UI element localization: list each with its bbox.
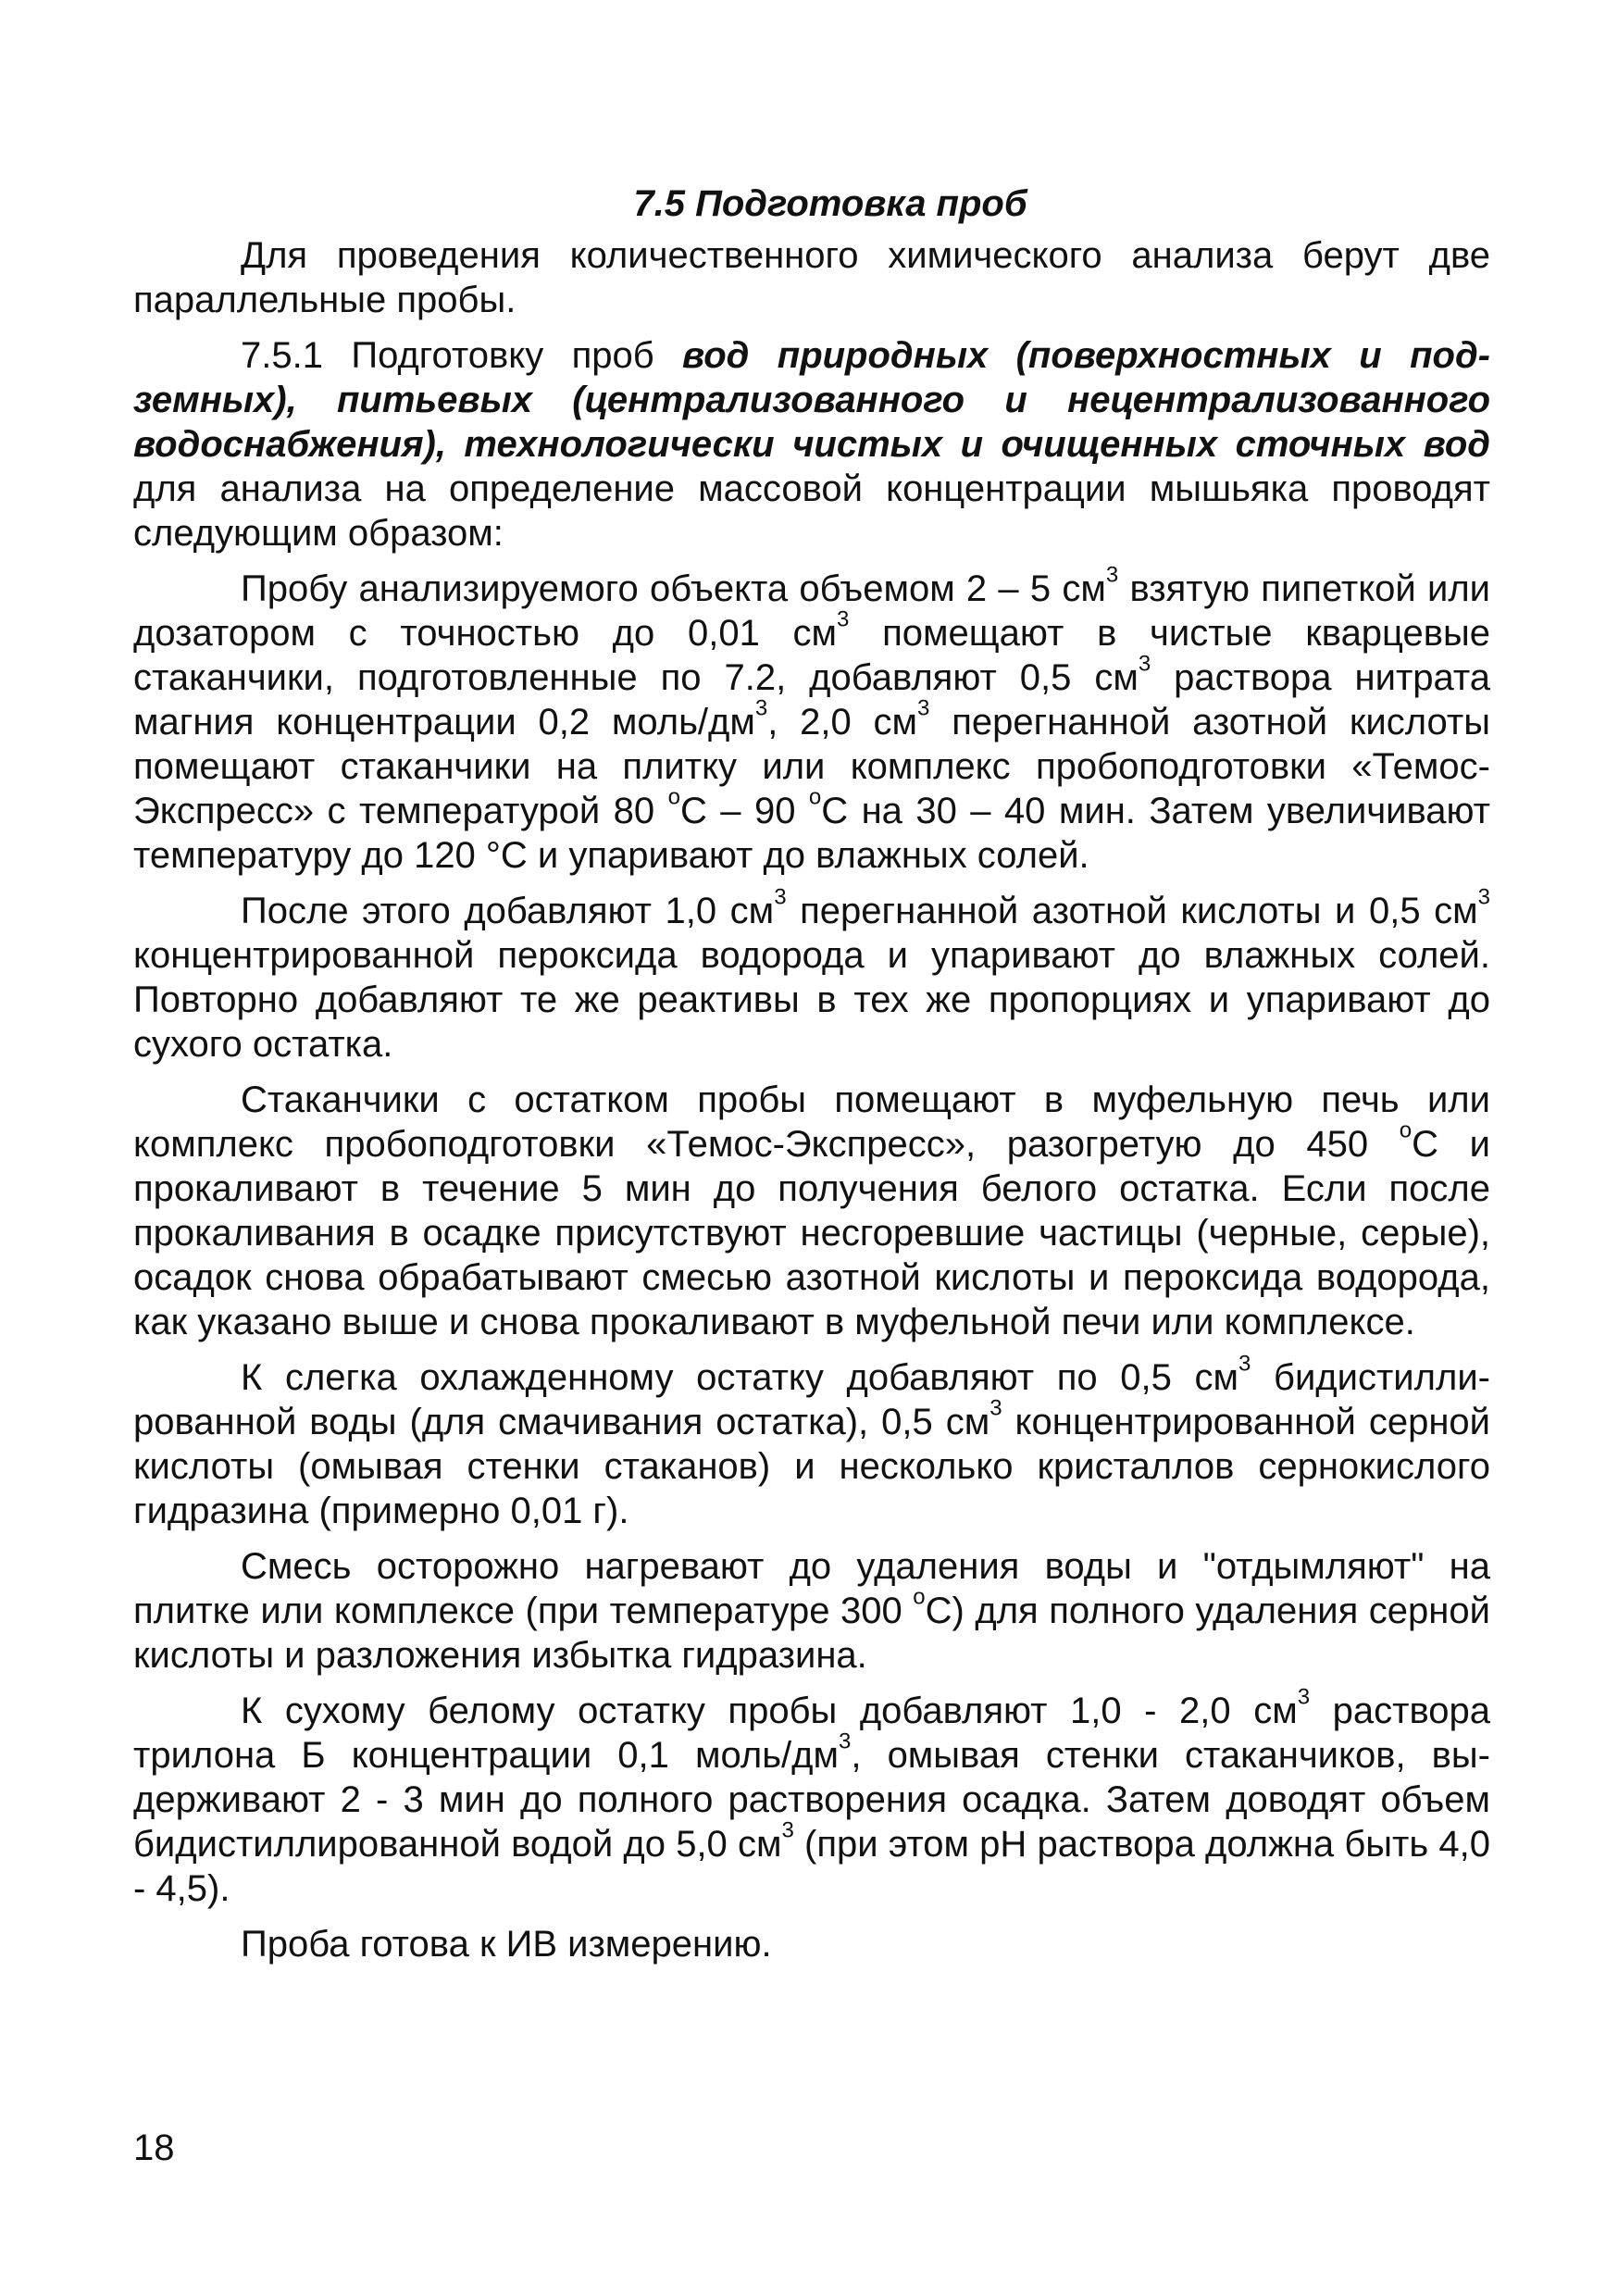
section-title: 7.5 Подготовка проб xyxy=(633,183,1027,224)
text-segment: Смесь осторожно нагревают до удаления воды и "отдымляют" на плитке или комплексе (при температуре 300 xyxy=(133,1546,1490,1631)
text-segment: перегнанной азотной кислоты помещают стаканчики на плитку или комплекс пробоподготовки «ТемосЭкспресс» с температурой 80 xyxy=(133,702,1490,831)
paragraph-sample-ready: Проба готова к ИВ измерению. xyxy=(241,1924,772,1965)
paragraph-muffle-furnace xyxy=(133,1078,1490,1344)
superscript-cube: 3 xyxy=(781,1817,794,1843)
paragraph-dry-residue xyxy=(133,1684,1490,1911)
text-segment: (при этом рН раствора должна быть 4,0 - 4,5). xyxy=(133,1824,1490,1909)
text-segment: концентрированной пероксида водорода и упаривают до влажных солей. Повторно добавляют те же реактивы в тех же пропорциях и упаривают до сухого остатка. xyxy=(133,935,1490,1065)
text-segment: После этого добавляют 1,0 см xyxy=(241,891,775,931)
superscript-degree: o xyxy=(1399,1117,1413,1143)
paragraph-intro: Для проведения количественного химического анализа берут две параллельные пробы. xyxy=(133,235,1490,320)
superscript-cube: 3 xyxy=(1105,562,1119,588)
superscript-cube: 3 xyxy=(1297,1684,1311,1710)
superscript-cube: 3 xyxy=(754,695,768,721)
text-segment: 7.5.1 Подготовку проб xyxy=(241,335,683,376)
text-segment: К слегка охлажденному остатку добавляют по 0,5 см xyxy=(241,1357,1239,1398)
superscript-degree: o xyxy=(667,784,680,810)
paragraph-sample-procedure xyxy=(133,562,1491,878)
paragraph-heating xyxy=(133,1544,1490,1678)
text-segment: С и прокаливают в течение 5 мин до получения белого остатка. Если после прокаливания в осадке присутствуют несгоревшие частицы (черные, серые), осадок снова обрабатывают смесью азотной кислоты и пероксида водорода, как указано выше и снова прокаливают в муфельной печи или комплексе. xyxy=(133,1124,1490,1342)
text-segment: С – 90 xyxy=(679,791,809,831)
superscript-cube: 3 xyxy=(839,1728,852,1754)
text-segment: концентрированной серной кислоты (омывая стенки стаканов) и несколько кристаллов сернокислого гидразина (примерно 0,01 г). xyxy=(133,1402,1490,1531)
text-segment: раствора нитрата магния концентрации 0,2 моль/дм xyxy=(133,657,1490,742)
emphasis-water-types: вод природных (поверхностных и подземных), питьевых (централизованного и нецентрализованного водоснабжения), технологически чистых и очищенных сточных вод xyxy=(133,335,1490,465)
text-segment: бидистиллированной воды (для смачивания остатка), 0,5 см xyxy=(133,1357,1490,1442)
text-segment: взятую пипеткой или дозатором с точностью до 0,01 см xyxy=(133,568,1490,654)
text-segment: для анализа на определение массовой концентрации мышьяка проводят следующим образом: xyxy=(133,468,1490,554)
superscript-cube: 3 xyxy=(989,1395,1002,1421)
text-segment: Стаканчики с остатком пробы помещают в муфельную печь или комплекс пробоподготовки «Темос-Экспресс», разогретую до 450 xyxy=(133,1079,1490,1165)
superscript-cube: 3 xyxy=(1238,1351,1251,1377)
text-segment: К сухому белому остатку пробы добавляют 1,0 - 2,0 см xyxy=(241,1691,1298,1731)
superscript-cube: 3 xyxy=(1138,651,1151,677)
superscript-cube: 3 xyxy=(837,606,850,632)
superscript-cube: 3 xyxy=(917,695,930,721)
superscript-degree: o xyxy=(913,1584,926,1610)
text-segment: С на 30 – 40 мин. Затем увеличивают температуру до 120 °С и упаривают до влажных солей. xyxy=(133,791,1490,876)
superscript-degree: o xyxy=(808,784,822,810)
text-segment: , 2,0 см xyxy=(767,702,918,742)
text-segment: перегнанной азотной кислоты и 0,5 см xyxy=(786,891,1478,931)
paragraph-7-5-1 xyxy=(133,333,1490,555)
text-segment: , омывая стенки стаканчиков, выдерживают 2 - 3 мин до полного растворения осадка. Затем доводят объем бидистиллированной водой до 5,0 см xyxy=(133,1735,1490,1865)
paragraph-cooled-residue xyxy=(133,1351,1490,1533)
text-segment: помещают в чистые кварцевые стаканчики, подготовленные по 7.2, добавляют 0,5 см xyxy=(133,613,1491,698)
text-segment: раствора трилона Б концентрации 0,1 моль/дм xyxy=(133,1691,1490,1776)
text-segment: Пробу анализируемого объекта объемом 2 – 5 см xyxy=(241,568,1106,609)
superscript-cube: 3 xyxy=(774,884,787,910)
page-number: 18 xyxy=(133,2128,175,2168)
document-page xyxy=(133,181,1490,1978)
superscript-cube: 3 xyxy=(1477,884,1491,910)
paragraph-nitric-acid xyxy=(133,884,1491,1067)
text-segment: С) для полного удаления серной кислоты и разложения избытка гидразина. xyxy=(133,1591,1490,1676)
